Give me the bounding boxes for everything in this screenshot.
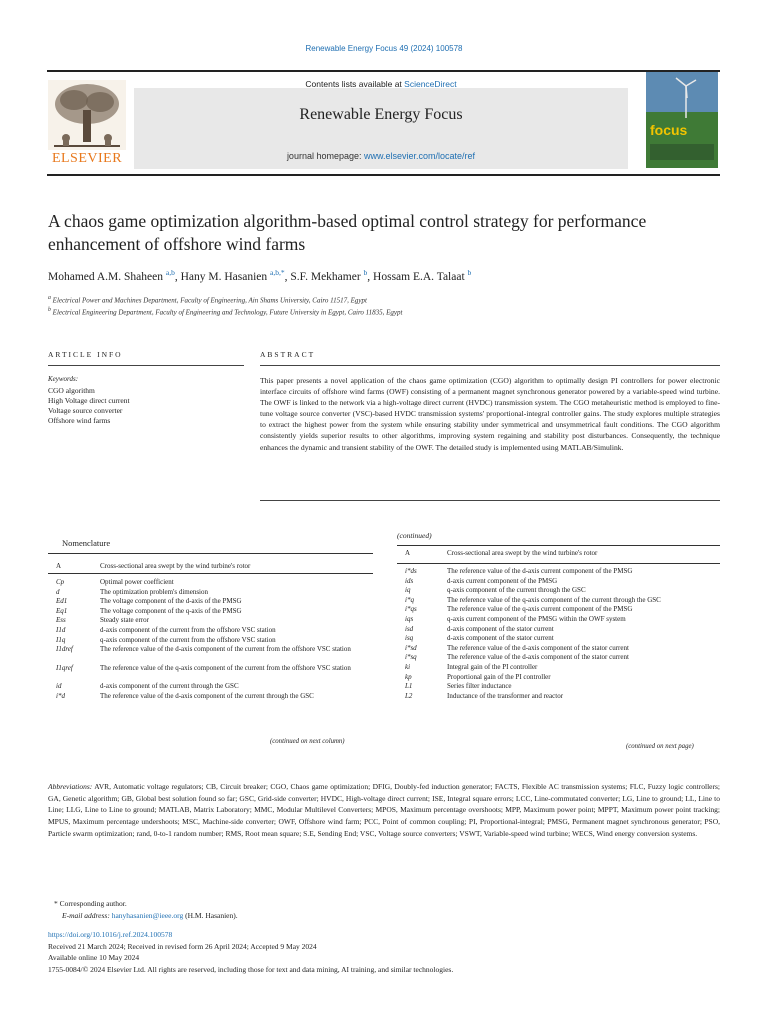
- affiliation-b: [48, 307, 402, 316]
- nomenclature-description: The optimization problem's dimension: [100, 587, 208, 596]
- nomenclature-symbol: I1qref: [56, 663, 73, 672]
- continued-note: (continued on next page): [626, 743, 694, 750]
- article-info-rule: [48, 365, 244, 366]
- keyword: Offshore wind farms: [48, 416, 111, 425]
- nomenclature-description: The reference value of the d-axis component of the stator current: [447, 653, 629, 662]
- email-link[interactable]: hanyhasanien@ieee.org: [111, 910, 184, 920]
- nomenclature-title: Nomenclature: [62, 538, 111, 548]
- nomenclature-symbol: ids: [405, 576, 414, 585]
- nomenclature-symbol: L1: [405, 682, 413, 691]
- nomenclature-description: d-axis component of the stator current: [447, 634, 554, 643]
- journal-homepage-link[interactable]: www.elsevier.com/locate/ref: [364, 151, 476, 161]
- nomenclature-symbol: i*sd: [405, 643, 417, 652]
- nomenclature-symbol: I1d: [56, 626, 66, 634]
- email-label: E-mail address:: [62, 910, 110, 920]
- nomenclature-description: The voltage component of the q-axis of the PMSG: [100, 606, 242, 615]
- available-online: Available online 10 May 2024: [48, 953, 140, 962]
- table-header-rule: [397, 563, 720, 564]
- continued-note: (continued on next column): [270, 738, 345, 745]
- nomenclature-description: Series filter inductance: [447, 682, 512, 691]
- nomenclature-description: d-axis component of the stator current: [447, 624, 554, 633]
- nomenclature-symbol: iq: [405, 586, 411, 595]
- article-title: A chaos game optimization algorithm-based optimal control strategy for performance enhancement of offshore wind farms: [48, 211, 647, 254]
- affiliation-text: Electrical Engineering Department, Faculty of Engineering and Technology, Future University in Egypt, Cairo 11835, Egypt: [52, 308, 403, 317]
- nomenclature-description: q-axis component of the current from the offshore VSC station: [100, 635, 276, 644]
- author-affiliation-mark[interactable]: a,b,*: [270, 268, 285, 277]
- header-top-rule: [47, 70, 720, 72]
- affiliation-text: Electrical Power and Machines Department, Faculty of Engineering, Ain Shams University, Cairo 11517, Egypt: [52, 296, 367, 305]
- nomenclature-description: Integral gain of the PI controller: [447, 663, 538, 671]
- nomenclature-description: The voltage component of the d-axis of the PMSG: [100, 597, 242, 606]
- table-header-rule: [48, 573, 373, 574]
- nomenclature-symbol: I1q: [56, 635, 66, 644]
- abbreviations-footnote: [48, 781, 720, 840]
- nomenclature-symbol: Ed1: [56, 597, 68, 606]
- keyword: Voltage source converter: [48, 406, 123, 415]
- nomenclature-description: The reference value of the q-axis current component of the PMSG: [447, 605, 633, 614]
- abbreviations-label: Abbreviations:: [48, 782, 93, 791]
- author-name[interactable]: Hany M. Hasanien: [180, 270, 268, 283]
- nomenclature-description: The reference value of the d-axis component of the current through the GSC: [100, 691, 314, 700]
- affiliation-mark: b: [48, 307, 51, 313]
- abstract-bottom-rule: [260, 500, 720, 501]
- nomenclature-description: d-axis component of the current from the offshore VSC station: [100, 626, 276, 634]
- nomenclature-symbol: ki: [405, 663, 411, 671]
- nomenclature-symbol: A: [405, 549, 411, 557]
- nomenclature-symbol: i*ds: [405, 567, 417, 575]
- nomenclature-symbol: d: [56, 587, 60, 596]
- author-affiliation-mark[interactable]: a,b: [165, 268, 175, 277]
- wind-turbine-icon: [646, 72, 718, 168]
- nomenclature-description: Cross-sectional area swept by the wind turbine's rotor: [447, 549, 598, 557]
- author-affiliation-mark[interactable]: b: [363, 268, 368, 277]
- abbreviations-text: AVR, Automatic voltage regulators; CB, Circuit breaker; CGO, Chaos game optimization; DFIG, Doubly-fed induction generator; FACTS, Flexible AC transmission systems; FLC, Fuzzy logic controllers; GA, Genetic algorithm; GB, Global best solution found so far; GSC, Grid-side converter; HVDC, High-voltage direct current; ISE, Integral square errors; LCC, Line-commutated converter; LG, Line to ground; LL, Line to Line; LLG, Line to Line to ground; MATLAB, Matrix Laboratory; MMC, Modular Multilevel Converters; MPOS, Maximum percentage overshoots; MPP, Maximum power point; MPPT, Maximum power point tracking; MPUS, Maximum percentage undershoots; MSC, Machine-side converter; OWF, Offshore wind farm; PCC, Point of common coupling; PI, Proportional-integral; PMSG, Permanent magnet synchronous generator; PSO, Particle swarm optimization; rand, 0-to-1 random number; RMS, Root mean square; S.E, Sending End; VSC, Voltage source converters; VSWT, Variable-speed wind turbine; WECS, Wind energy conversion systems.: [48, 782, 720, 838]
- keyword: High Voltage direct current: [48, 396, 130, 405]
- nomenclature-symbol: i*qs: [405, 605, 417, 614]
- article-info-heading: ARTICLE INFO: [48, 350, 123, 359]
- nomenclature-symbol: A: [56, 562, 62, 570]
- nomenclature-symbol: Cp: [56, 578, 65, 586]
- elsevier-wordmark: ELSEVIER: [51, 151, 123, 166]
- nomenclature-description: The reference value of the q-axis component of the current through the GSC: [447, 595, 661, 604]
- sciencedirect-link[interactable]: ScienceDirect: [404, 79, 457, 89]
- nomenclature-symbol: kp: [405, 672, 412, 681]
- nomenclature-symbol: I1dref: [56, 645, 73, 654]
- keyword: CGO algorithm: [48, 386, 95, 395]
- nomenclature-description: d-axis current component of the PMSG: [447, 576, 558, 585]
- nomenclature-symbol: i*q: [405, 595, 414, 604]
- nomenclature-symbol: iqs: [405, 615, 414, 623]
- table-top-rule: [397, 545, 720, 546]
- nomenclature-description: Proportional gain of the PI controller: [447, 672, 551, 681]
- nomenclature-symbol: Eq1: [56, 606, 68, 615]
- nomenclature-symbol: isd: [405, 624, 414, 633]
- contents-line: [134, 79, 628, 89]
- continued-label: (continued): [397, 531, 432, 540]
- nomenclature-symbol: i*d: [56, 691, 65, 700]
- nomenclature-description: Inductance of the transformer and reactor: [447, 691, 564, 700]
- nomenclature-symbol: L2: [405, 691, 413, 700]
- cover-word: focus: [650, 122, 688, 138]
- nomenclature-symbol: i*sq: [405, 653, 417, 662]
- nomenclature-description: q-axis component of the current through the GSC: [447, 586, 586, 595]
- author-list: Mohamed A.M. Shaheen $^{a,b}$, Hany M. Hasanien $^{a,b,*}$, S.F. Mekhamer $^b$, Hossam E.A. Talaat $^b$: [48, 268, 472, 283]
- nomenclature-description: The reference value of the d-axis component of the current from the offshore VSC station: [100, 645, 351, 654]
- nomenclature-description: The reference value of the d-axis current component of the PMSG: [447, 567, 633, 575]
- abstract-heading: ABSTRACT: [260, 350, 316, 359]
- nomenclature-symbol: id: [56, 682, 62, 690]
- journal-title: Renewable Energy Focus: [299, 106, 463, 123]
- email-line: [62, 910, 453, 922]
- nomenclature-description: The reference value of the d-axis component of the stator current: [447, 643, 629, 652]
- homepage-prefix: journal homepage:: [286, 151, 364, 161]
- nomenclature-description: The reference value of the q-axis component of the current from the offshore VSC station: [100, 663, 351, 672]
- abstract-text: This paper presents a novel application of the chaos game optimization (CGO) algorithm to optimally design PI controllers for power electronic interface circuits of offshore wind farms (OWF) consisting of a permanent magnet synchronous generator powered by a variable-speed wind turbine. The OWF is linked to the network via a high-voltage direct current (HVDC) transmission system. The CGO metaheuristic method is employed to fine-tune voltage source converter (VSC)-based HVDC transmission systems' proportional-integral controller gains. The study explores multiple strategies to extract the highest power from the system while ensuring stability under symmetrical and unsymmetrical fault conditions. The CGO algorithm consistently yields superior results to other algorithms, improving system regaining and stability post disturbances. Consequently, the technique enhances the dynamic and transient stability of the OWF. The detailed study is implemented using MATLAB/Simulink.: [260, 376, 720, 452]
- copyright-notice: 1755-0084/© 2024 Elsevier Ltd. All rights are reserved, including those for text and data mining, AI training, and similar technologies.: [48, 964, 454, 974]
- nomenclature-description: d-axis component of the current through the GSC: [100, 682, 239, 690]
- email-name: (H.M. Hasanien).: [185, 910, 238, 920]
- author-name[interactable]: S.F. Mekhamer: [290, 270, 361, 283]
- footer-block: [48, 898, 453, 975]
- nomenclature-symbol: Ess: [56, 616, 66, 625]
- affiliation-a: [48, 295, 367, 304]
- nomenclature-description: Steady state error: [100, 616, 149, 625]
- affiliation-mark: a: [48, 295, 51, 301]
- abstract-rule: [260, 365, 720, 366]
- journal-reference-link[interactable]: Renewable Energy Focus 49 (2024) 100578: [305, 44, 463, 53]
- received-dates: Received 21 March 2024; Received in revised form 26 April 2024; Accepted 9 May 2024: [48, 941, 317, 951]
- journal-cover-image[interactable]: [646, 72, 718, 168]
- nomenclature-symbol: isq: [405, 634, 414, 643]
- table-top-rule: [48, 553, 373, 554]
- author-affiliation-mark[interactable]: b: [467, 268, 472, 277]
- homepage-line: [134, 151, 628, 161]
- nomenclature-description: Cross-sectional area swept by the wind turbine's rotor: [100, 562, 251, 570]
- keywords-label: Keywords:: [48, 375, 79, 383]
- nomenclature-description: Optimal power coefficient: [100, 578, 174, 586]
- header-bottom-rule: [47, 174, 720, 176]
- corresponding-author-note: * Corresponding author.: [54, 899, 127, 908]
- contents-prefix: Contents lists available at: [305, 79, 405, 89]
- author-name[interactable]: Mohamed A.M. Shaheen: [48, 270, 163, 283]
- nomenclature-description: q-axis current component of the PMSG within the OWF system: [447, 615, 626, 623]
- author-name[interactable]: Hossam E.A. Talaat: [373, 270, 465, 283]
- doi-link[interactable]: https://doi.org/10.1016/j.ref.2024.100578: [48, 930, 173, 939]
